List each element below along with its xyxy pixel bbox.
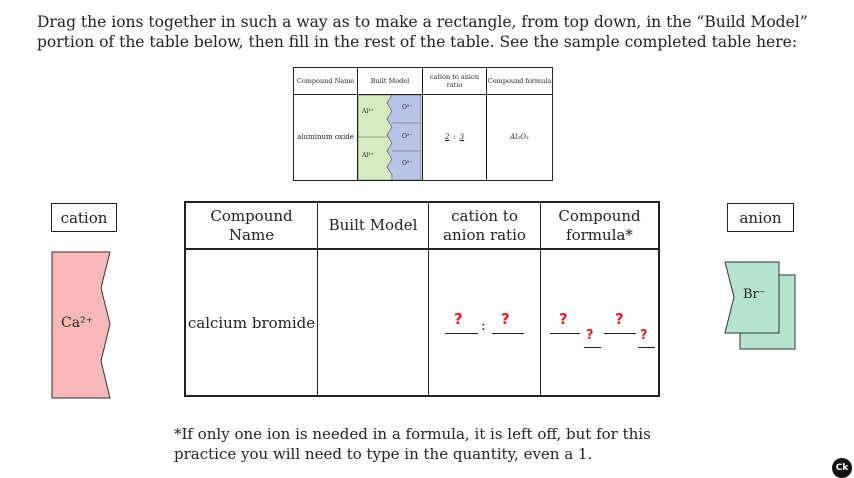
- formula-anion-subscript-underline: [638, 347, 655, 348]
- formula-cation-subscript-underline: [584, 347, 601, 348]
- sample-header-formula: Compound formula: [487, 68, 552, 95]
- sample-ratio: [423, 95, 487, 180]
- anion-label-box: anion: [727, 203, 794, 232]
- main-table: [184, 201, 660, 397]
- sample-header-ratio: cation to anion ratio: [423, 68, 487, 95]
- sample-anion-label-2: O²⁻: [402, 133, 413, 140]
- sample-cation-label-1: Al³⁺: [362, 108, 374, 115]
- anion-piece-label: Br⁻: [743, 287, 766, 302]
- formula-anion-underline: [604, 333, 636, 334]
- cation-piece-calcium[interactable]: [51, 251, 115, 399]
- formula-cell: [541, 250, 658, 395]
- sample-anion-label-1: O²⁻: [402, 104, 413, 111]
- sample-anion-label-3: O²⁻: [402, 160, 413, 167]
- ratio-left-blank[interactable]: ?: [454, 310, 463, 328]
- sample-ratio-right: 3: [459, 133, 465, 141]
- formula-cation-subscript-blank[interactable]: ?: [586, 328, 594, 343]
- anion-piece-shape: [715, 261, 797, 351]
- sample-header-built-model: Built Model: [358, 68, 423, 95]
- sample-ratio-left: 2: [444, 133, 450, 141]
- formula-cation-underline: [550, 333, 580, 334]
- ratio-left-underline: [445, 333, 478, 334]
- anion-piece-bromide[interactable]: [715, 261, 797, 351]
- build-model-dropzone[interactable]: [318, 250, 429, 395]
- sample-header-compound-name: Compound Name: [294, 68, 358, 95]
- header-compound-name: Compound Name: [186, 203, 318, 250]
- sample-built-model: [358, 95, 423, 180]
- formula-anion-subscript-blank[interactable]: ?: [640, 328, 648, 343]
- sample-ratio-sep: :: [453, 133, 456, 141]
- cation-label-box: cation: [51, 203, 117, 232]
- ratio-separator: :: [481, 318, 486, 334]
- ratio-right-blank[interactable]: ?: [501, 310, 510, 328]
- header-formula: Compound formula*: [541, 203, 658, 250]
- cation-piece-label: Ca²⁺: [61, 315, 94, 331]
- header-built-model: Built Model: [318, 203, 429, 250]
- sample-cation-label-2: Al³⁺: [362, 152, 374, 159]
- formula-anion-blank[interactable]: ?: [615, 310, 624, 328]
- header-ratio: cation to anion ratio: [429, 203, 541, 250]
- formula-cation-blank[interactable]: ?: [559, 310, 568, 328]
- footnote: *If only one ion is needed in a formula, it is left off, but for this practice you will need to type in the quantity, even a 1.: [174, 425, 651, 463]
- sample-formula: Al₂O₃: [510, 133, 529, 141]
- instructions: Drag the ions together in such a way as to make a rectangle, from top down, in the “Build Model” portion of the table below, then fill in the rest of the table. See the sample completed table here:: [37, 13, 808, 51]
- sample-table: [293, 67, 553, 181]
- ratio-right-underline: [492, 333, 524, 334]
- ratio-cell: [429, 250, 541, 395]
- compound-name-cell: calcium bromide: [186, 250, 318, 395]
- sample-compound-name: aluminum oxide: [294, 95, 358, 180]
- ck-logo: Ck: [832, 458, 852, 478]
